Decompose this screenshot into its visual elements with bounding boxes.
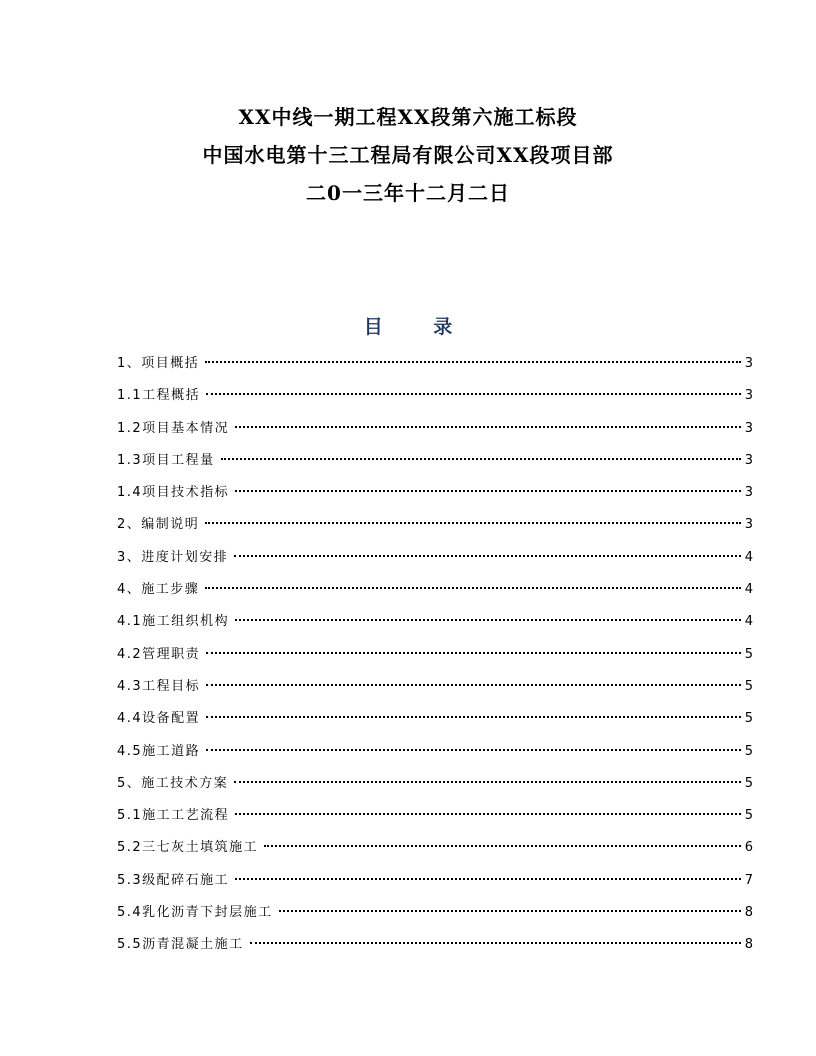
toc-dot-leader [250, 942, 741, 944]
toc-entry[interactable] [117, 610, 753, 642]
toc-entry-label: 1.3项目工程量 [117, 452, 215, 468]
toc-entry-page-number: 5 [744, 775, 753, 791]
toc-entry-label: 4、施工步骤 [117, 582, 200, 598]
toc-entry-page-number: 5 [744, 808, 753, 824]
toc-entry[interactable] [117, 384, 753, 416]
toc-entry-page-number: 3 [744, 485, 753, 501]
toc-entry-page-number: 7 [744, 872, 753, 888]
toc-dot-leader [221, 458, 741, 460]
toc-dot-leader [205, 522, 740, 524]
toc-entry-page-number: 3 [744, 517, 753, 533]
toc-entry-label: 4.5施工道路 [117, 743, 201, 759]
toc-dot-leader [235, 813, 741, 815]
toc-entry-label: 4.1施工组织机构 [117, 614, 230, 630]
toc-entry[interactable] [117, 578, 753, 610]
toc-entry[interactable] [117, 417, 753, 449]
toc-dot-leader [234, 781, 740, 783]
toc-entry-page-number: 8 [744, 937, 753, 953]
toc-entry[interactable] [117, 546, 753, 578]
toc-entry-page-number: 6 [744, 840, 753, 856]
toc-entry[interactable] [117, 772, 753, 804]
toc-entry-label: 1.4项目技术指标 [117, 485, 230, 501]
toc-entry-page-number: 5 [744, 678, 753, 694]
toc-dot-leader [235, 426, 741, 428]
toc-entry[interactable] [117, 869, 753, 901]
toc-entry[interactable] [117, 643, 753, 675]
toc-entry-page-number: 3 [744, 452, 753, 468]
toc-entry-label: 5、施工技术方案 [117, 775, 229, 791]
toc-entry-label: 5.3级配碎石施工 [117, 872, 230, 888]
toc-entry-page-number: 5 [744, 743, 753, 759]
toc-entry-label: 5.5沥青混凝土施工 [117, 937, 244, 953]
toc-entry-page-number: 3 [744, 420, 753, 436]
toc-dot-leader [234, 555, 740, 557]
toc-entry-label: 1.2项目基本情况 [117, 420, 230, 436]
toc-entry-label: 2、编制说明 [117, 517, 200, 533]
toc-dot-leader [264, 845, 741, 847]
toc-dot-leader [206, 749, 741, 751]
toc-dot-leader [235, 490, 741, 492]
toc-entry-label: 5.1施工工艺流程 [117, 808, 230, 824]
toc-entry-page-number: 5 [744, 711, 753, 727]
toc-entry-page-number: 3 [744, 356, 753, 371]
toc-entry-page-number: 5 [744, 646, 753, 662]
toc-entry-page-number: 4 [744, 614, 753, 630]
toc-entry-label: 1、项目概括 [117, 356, 200, 371]
document-header [0, 98, 816, 212]
toc-entry-label: 1.1工程概括 [117, 388, 201, 404]
toc-entry-label: 4.4设备配置 [117, 711, 201, 727]
toc-dot-leader [206, 652, 741, 654]
toc-dot-leader [206, 684, 741, 686]
toc-entry-label: 4.3工程目标 [117, 678, 201, 694]
toc-dot-leader [205, 587, 740, 589]
toc-dot-leader [235, 878, 741, 880]
toc-entry-label: 3、进度计划安排 [117, 549, 229, 565]
toc-dot-leader [205, 361, 740, 363]
toc-entry[interactable] [117, 449, 753, 481]
toc-entry-page-number: 4 [744, 582, 753, 598]
project-title: XX中线一期工程XX段第六施工标段 [238, 105, 578, 129]
table-of-contents [117, 352, 753, 966]
toc-entry-page-number: 3 [744, 388, 753, 404]
toc-entry-label: 5.2三七灰土填筑施工 [117, 840, 259, 856]
toc-entry[interactable] [117, 740, 753, 772]
toc-entry[interactable] [117, 707, 753, 739]
document-date: 二0一三年十二月二日 [306, 181, 510, 205]
toc-entry-page-number: 8 [744, 905, 753, 921]
toc-dot-leader [279, 910, 741, 912]
toc-dot-leader [235, 619, 741, 621]
toc-title: 目 录 [363, 316, 475, 338]
toc-entry[interactable] [117, 933, 753, 965]
toc-entry[interactable] [117, 901, 753, 933]
company-name: 中国水电第十三工程局有限公司XX段项目部 [202, 143, 614, 167]
toc-dot-leader [206, 716, 741, 718]
toc-entry[interactable] [117, 481, 753, 513]
toc-dot-leader [206, 393, 741, 395]
toc-entry[interactable] [117, 675, 753, 707]
toc-entry[interactable] [117, 804, 753, 836]
toc-entry[interactable] [117, 513, 753, 545]
toc-entry[interactable] [117, 352, 753, 384]
toc-entry[interactable] [117, 836, 753, 868]
toc-entry-page-number: 4 [744, 549, 753, 565]
toc-entry-label: 5.4乳化沥青下封层施工 [117, 905, 273, 921]
toc-entry-label: 4.2管理职责 [117, 646, 201, 662]
